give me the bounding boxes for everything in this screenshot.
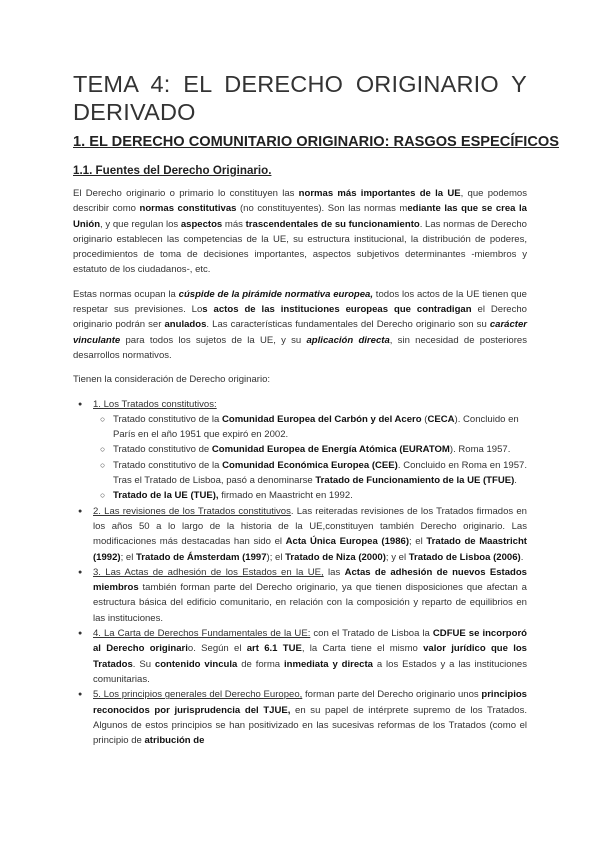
list-item-charter: ● 4. La Carta de Derechos Fundamentales de la UE: con el Tratado de Lisboa la CDFUE se incorporó al Derecho originario. Según el art 6.1 TUE, la Carta tiene el mismo valor jurídico que los Tratados. Su contenido vincula de forma inmediata y directa a los Estados y a las instituciones comunitarias. <box>93 626 527 687</box>
subsection-heading-1-1: 1.1. Fuentes del Derecho Originario. <box>73 164 272 177</box>
sublist-item-cee: ○ Tratado constitutivo de la Comunidad Económica Europea (CEE). Concluido en Roma en 1957. Tras el Tratado de Lisboa, pasó a denominarse Tratado de Funcionamiento de la UE (TFUE). <box>113 458 527 489</box>
list-item-accession-acts: ● 3. Las Actas de adhesión de los Estados en la UE, las Actas de adhesión de nuevos Estados miembros también forman parte del Derecho originario, ya que tienen disposiciones que afectan a estructura básica del edificio comunitario, en relación con la composición y reparto de equilibrios en las instituciones. <box>93 565 527 626</box>
paragraph-2: Estas normas ocupan la cúspide de la pirámide normativa europea, todos los actos de la UE tienen que respetar sus previsiones. Los actos de las instituciones europeas que contradigan el Derecho originario podrán ser anulados. Las características fundamentales del Derecho originario son su carácter vinculante para todos los sujetos de la UE, y su aplicación directa, sin necesidad de posteriores desarrollos normativos. <box>73 288 528 361</box>
list-item-treaties: ● 1. Los Tratados constitutivos: ○ Tratado constitutivo de la Comunidad Europea del Carbón y del Acero (CECA). Concluido en París en el año 1951 que expiró en 2002. ○ Tratado constitutivo de Comunidad Europea de Energía Atómica (EURATOM). Roma 1957. ○ Tratado constitutivo de la Comunidad Económica Europea (CEE). Concluido en Roma en 1957. Tras el Tratado de Lisboa, pasó a denominarse Tratado de Funcionamiento de la UE (TFUE). ○ Tratado de la UE (TUE), firmado en Maastricht en 1992. <box>93 397 527 504</box>
page-title: TEMA 4: EL DERECHO ORIGINARIO Y DERIVADO <box>73 71 527 125</box>
treaties-sublist <box>93 412 527 504</box>
list-item-general-principles: ● 5. Los principios generales del Derecho Europeo, forman parte del Derecho originario unos principios reconocidos por jurisprudencia del TJUE, en su papel de intérprete supremo de los Tratados. Algunos de estos principios se han positivizado en las sucesivas reformas de los Tratados (como el principio de atribución de <box>93 687 527 748</box>
paragraph-1: El Derecho originario o primario lo constituyen las normas más importantes de la UE, que podemos describir como normas constitutivas (no constituyentes). Son las normas mediante las que se crea la Unión, y que regulan los aspectos más trascendentales de su funcionamiento. Las normas de Derecho originario establecen las competencias de la UE, su estructura institucional, la distribución de poderes, procedimientos de toma de decisiones importantes, aspectos subjetivos determinantes -miembros y estatuto de los ciudadanos-, etc. <box>73 188 527 276</box>
list-item-revisions: ● 2. Las revisiones de los Tratados constitutivos. Las reiteradas revisiones de los Tratados firmados en los años 50 a lo largo de la historia de la UE,constituyen también Derecho originario. Las modificaciones más destacadas han sido el Acta Única Europea (1986); el Tratado de Maastricht (1992); el Tratado de Ámsterdam (1997); el Tratado de Niza (2000); y el Tratado de Lisboa (2006). <box>93 504 527 565</box>
sublist-item-tue: ○ Tratado de la UE (TUE), firmado en Maastricht en 1992. <box>113 488 527 503</box>
sublist-item-ceca: ○ Tratado constitutivo de la Comunidad Europea del Carbón y del Acero (CECA). Concluido en París en el año 1951 que expiró en 2002. <box>113 412 527 443</box>
sources-list <box>73 397 527 749</box>
document-body <box>73 186 527 748</box>
sublist-item-euratom: ○ Tratado constitutivo de Comunidad Europea de Energía Atómica (EURATOM). Roma 1957. <box>113 442 527 457</box>
section-heading-1: 1. EL DERECHO COMUNITARIO ORIGINARIO: RASGOS ESPECÍFICOS <box>73 134 559 150</box>
paragraph-3: Tienen la consideración de Derecho originario: <box>73 374 271 386</box>
